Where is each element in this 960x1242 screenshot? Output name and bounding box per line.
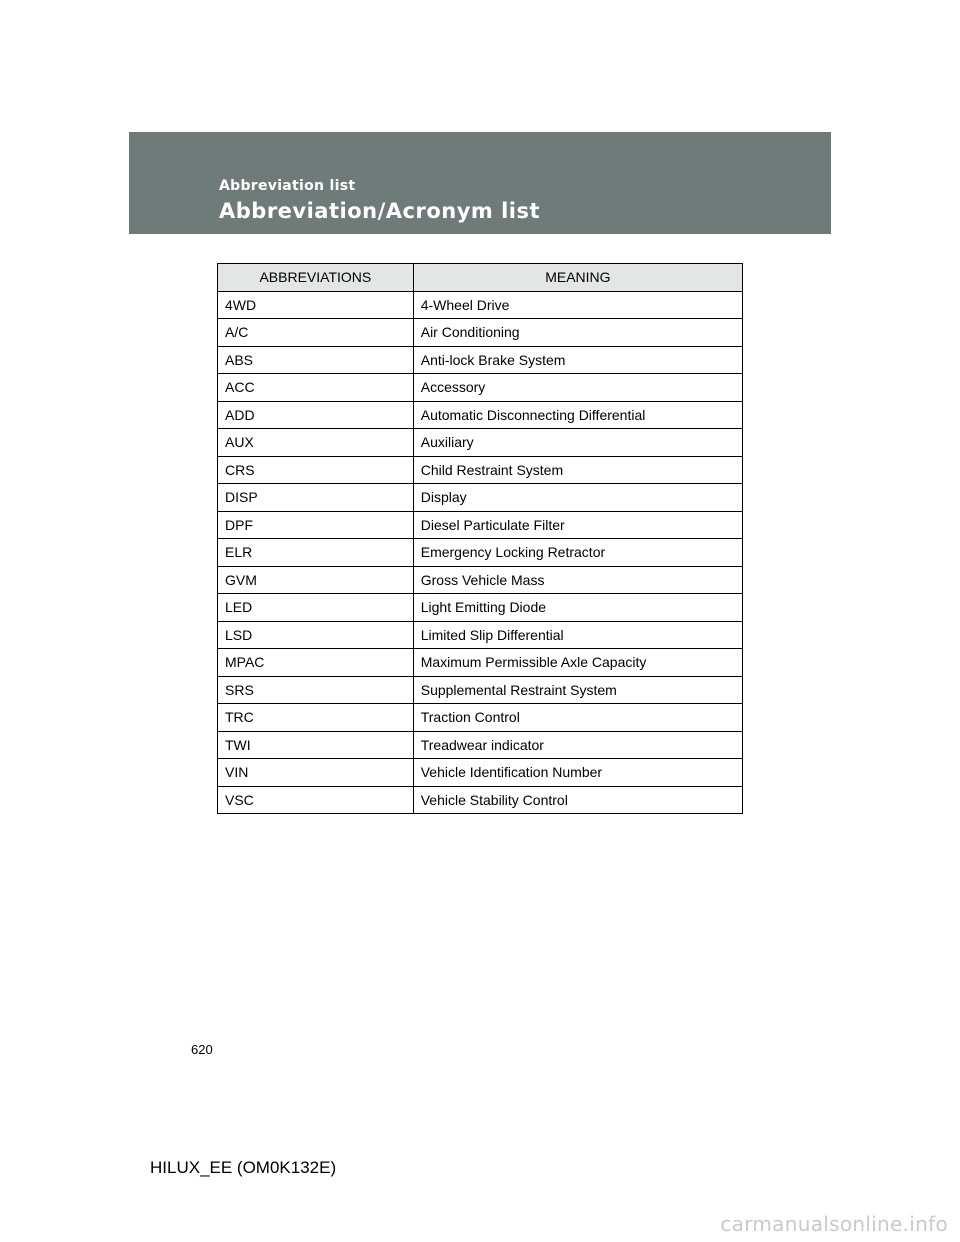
abbreviation-cell: LSD [218, 621, 414, 649]
abbreviation-cell: AUX [218, 429, 414, 457]
table-row [218, 594, 743, 622]
table-row [218, 759, 743, 787]
meaning-cell: Supplemental Restraint System [413, 676, 742, 704]
abbreviation-cell: ABS [218, 346, 414, 374]
table-row [218, 621, 743, 649]
table-row [218, 511, 743, 539]
table-row [218, 346, 743, 374]
meaning-cell: Treadwear indicator [413, 731, 742, 759]
table-row [218, 676, 743, 704]
abbreviation-cell: DISP [218, 484, 414, 512]
abbreviation-cell: DPF [218, 511, 414, 539]
abbreviation-table [217, 263, 743, 814]
meaning-cell: Traction Control [413, 704, 742, 732]
table-row [218, 539, 743, 567]
meaning-cell: Display [413, 484, 742, 512]
meaning-cell: Limited Slip Differential [413, 621, 742, 649]
section-label: Abbreviation list [219, 178, 356, 194]
abbreviation-cell: A/C [218, 319, 414, 347]
page-title: Abbreviation/Acronym list [219, 199, 541, 223]
meaning-cell: 4-Wheel Drive [413, 291, 742, 319]
table-row [218, 649, 743, 677]
table-row [218, 319, 743, 347]
manual-code: HILUX_EE (OM0K132E) [150, 1158, 337, 1177]
abbreviation-cell: LED [218, 594, 414, 622]
abbreviation-cell: VSC [218, 786, 414, 814]
meaning-cell: Vehicle Stability Control [413, 786, 742, 814]
abbreviation-cell: 4WD [218, 291, 414, 319]
abbreviation-cell: GVM [218, 566, 414, 594]
page-number: 620 [191, 1042, 213, 1057]
meaning-cell: Light Emitting Diode [413, 594, 742, 622]
column-header-abbreviations: ABBREVIATIONS [218, 264, 414, 292]
table-row [218, 484, 743, 512]
table-row [218, 704, 743, 732]
table-row [218, 291, 743, 319]
meaning-cell: Accessory [413, 374, 742, 402]
table-header-row [218, 264, 743, 292]
meaning-cell: Gross Vehicle Mass [413, 566, 742, 594]
abbreviation-cell: VIN [218, 759, 414, 787]
meaning-cell: Child Restraint System [413, 456, 742, 484]
abbreviation-cell: ACC [218, 374, 414, 402]
meaning-cell: Automatic Disconnecting Differential [413, 401, 742, 429]
meaning-cell: Anti-lock Brake System [413, 346, 742, 374]
abbreviation-cell: ADD [218, 401, 414, 429]
abbreviation-cell: CRS [218, 456, 414, 484]
abbreviation-cell: MPAC [218, 649, 414, 677]
abbreviation-cell: TRC [218, 704, 414, 732]
meaning-cell: Auxiliary [413, 429, 742, 457]
table-row [218, 731, 743, 759]
table-row [218, 429, 743, 457]
table-row [218, 401, 743, 429]
meaning-cell: Vehicle Identification Number [413, 759, 742, 787]
table-row [218, 456, 743, 484]
meaning-cell: Air Conditioning [413, 319, 742, 347]
table-row [218, 374, 743, 402]
watermark: carmanualsonline.info [720, 1212, 948, 1236]
meaning-cell: Diesel Particulate Filter [413, 511, 742, 539]
header-band [129, 132, 831, 234]
table-row [218, 786, 743, 814]
meaning-cell: Emergency Locking Retractor [413, 539, 742, 567]
column-header-meaning: MEANING [413, 264, 742, 292]
abbreviation-cell: SRS [218, 676, 414, 704]
table-row [218, 566, 743, 594]
meaning-cell: Maximum Permissible Axle Capacity [413, 649, 742, 677]
abbreviation-cell: ELR [218, 539, 414, 567]
abbreviation-cell: TWI [218, 731, 414, 759]
